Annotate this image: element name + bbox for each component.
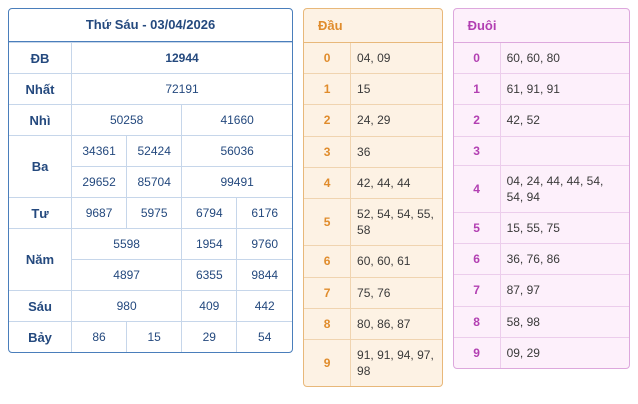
row-label-db: ĐB <box>9 43 72 74</box>
cell-bay-3: 54 <box>237 322 292 353</box>
cell-sau-1: 409 <box>182 291 237 322</box>
cell-nhat-0: 72191 <box>72 74 293 105</box>
duoi-row-0 <box>454 43 629 74</box>
dau-key-3: 3 <box>304 136 351 167</box>
cell-nhi-0: 50258 <box>72 105 182 136</box>
dau-key-0: 0 <box>304 43 351 74</box>
duoi-key-3: 3 <box>454 136 501 165</box>
cell-bay-0: 86 <box>72 322 127 353</box>
dau-row-9 <box>304 339 442 386</box>
duoi-value-6: 36, 76, 86 <box>500 244 629 275</box>
main-results-panel <box>8 8 293 353</box>
results-date-title: Thứ Sáu - 03/04/2026 <box>9 9 292 42</box>
row-label-nhi: Nhì <box>9 105 72 136</box>
duoi-row-2 <box>454 105 629 136</box>
dau-row-1 <box>304 74 442 105</box>
duoi-key-9: 9 <box>454 337 501 368</box>
duoi-value-3 <box>500 136 629 165</box>
dau-panel-title: Đầu <box>304 9 442 43</box>
duoi-panel-title: Đuôi <box>454 9 629 43</box>
dau-key-8: 8 <box>304 308 351 339</box>
results-table <box>9 42 292 352</box>
dau-row-3 <box>304 136 442 167</box>
table-row-nhat <box>9 74 292 105</box>
cell-sau-2: 442 <box>237 291 292 322</box>
row-label-tu: Tư <box>9 198 72 229</box>
duoi-key-6: 6 <box>454 244 501 275</box>
cell-nhi-1: 41660 <box>182 105 292 136</box>
cell-ba-1: 52424 <box>127 136 182 167</box>
dau-row-5 <box>304 198 442 245</box>
dau-row-8 <box>304 308 442 339</box>
dau-table <box>304 43 442 386</box>
dau-key-6: 6 <box>304 246 351 277</box>
row-label-nhat: Nhất <box>9 74 72 105</box>
dau-value-7: 75, 76 <box>351 277 442 308</box>
row-label-ba: Ba <box>9 136 72 198</box>
duoi-value-2: 42, 52 <box>500 105 629 136</box>
dau-key-9: 9 <box>304 339 351 386</box>
duoi-table <box>454 43 629 368</box>
cell-ba-2: 56036 <box>182 136 292 167</box>
row-label-nam: Năm <box>9 229 72 291</box>
cell-nam-5: 9844 <box>237 260 292 291</box>
cell-ba-5: 99491 <box>182 167 292 198</box>
duoi-key-0: 0 <box>454 43 501 74</box>
dau-key-1: 1 <box>304 74 351 105</box>
duoi-row-3 <box>454 136 629 165</box>
cell-tu-2: 6794 <box>182 198 237 229</box>
duoi-row-5 <box>454 212 629 243</box>
duoi-value-8: 58, 98 <box>500 306 629 337</box>
table-row-db <box>9 43 292 74</box>
dau-value-3: 36 <box>351 136 442 167</box>
duoi-row-1 <box>454 74 629 105</box>
duoi-key-8: 8 <box>454 306 501 337</box>
table-row-nam-1 <box>9 229 292 260</box>
row-label-sau: Sáu <box>9 291 72 322</box>
cell-ba-4: 85704 <box>127 167 182 198</box>
cell-sau-0: 980 <box>72 291 182 322</box>
cell-ba-3: 29652 <box>72 167 127 198</box>
duoi-value-5: 15, 55, 75 <box>500 212 629 243</box>
duoi-row-7 <box>454 275 629 306</box>
cell-nam-3: 4897 <box>72 260 182 291</box>
table-row-tu <box>9 198 292 229</box>
duoi-row-6 <box>454 244 629 275</box>
table-row-sau <box>9 291 292 322</box>
duoi-key-7: 7 <box>454 275 501 306</box>
duoi-value-1: 61, 91, 91 <box>500 74 629 105</box>
duoi-value-7: 87, 97 <box>500 275 629 306</box>
dau-value-4: 42, 44, 44 <box>351 167 442 198</box>
table-row-bay <box>9 322 292 353</box>
dau-value-2: 24, 29 <box>351 105 442 136</box>
dau-key-5: 5 <box>304 198 351 245</box>
table-row-nhi <box>9 105 292 136</box>
duoi-key-1: 1 <box>454 74 501 105</box>
duoi-row-8 <box>454 306 629 337</box>
cell-ba-0: 34361 <box>72 136 127 167</box>
dau-value-0: 04, 09 <box>357 51 391 65</box>
dau-key-2: 2 <box>304 105 351 136</box>
cell-nam-0: 5598 <box>72 229 182 260</box>
cell-nam-1: 1954 <box>182 229 237 260</box>
cell-db-0: 12944 <box>72 43 293 74</box>
cell-bay-2: 29 <box>182 322 237 353</box>
duoi-key-4: 4 <box>454 165 501 212</box>
duoi-row-4 <box>454 165 629 212</box>
cell-nam-4: 6355 <box>182 260 237 291</box>
duoi-key-2: 2 <box>454 105 501 136</box>
dau-key-4: 4 <box>304 167 351 198</box>
dau-panel <box>303 8 443 387</box>
duoi-value-9: 09, 29 <box>500 337 629 368</box>
cell-tu-1: 5975 <box>127 198 182 229</box>
duoi-row-9 <box>454 337 629 368</box>
dau-row-2 <box>304 105 442 136</box>
dau-row-6 <box>304 246 442 277</box>
duoi-value-4: 04, 24, 44, 44, 54, 54, 94 <box>500 165 629 212</box>
duoi-panel <box>453 8 630 369</box>
row-label-bay: Bảy <box>9 322 72 353</box>
dau-row-0 <box>304 43 442 74</box>
dau-value-9: 91, 91, 94, 97, 98 <box>351 339 442 386</box>
dau-value-6: 60, 60, 61 <box>351 246 442 277</box>
dau-row-4 <box>304 167 442 198</box>
dau-value-8: 80, 86, 87 <box>351 308 442 339</box>
dau-key-7: 7 <box>304 277 351 308</box>
cell-nam-2: 9760 <box>237 229 292 260</box>
dau-row-7 <box>304 277 442 308</box>
cell-bay-1: 15 <box>127 322 182 353</box>
table-row-ba-1 <box>9 136 292 167</box>
cell-tu-0: 9687 <box>72 198 127 229</box>
duoi-value-0: 60, 60, 80 <box>506 51 560 65</box>
cell-tu-3: 6176 <box>237 198 292 229</box>
duoi-key-5: 5 <box>454 212 501 243</box>
dau-value-5: 52, 54, 54, 55, 58 <box>351 198 442 245</box>
dau-value-1: 15 <box>351 74 442 105</box>
